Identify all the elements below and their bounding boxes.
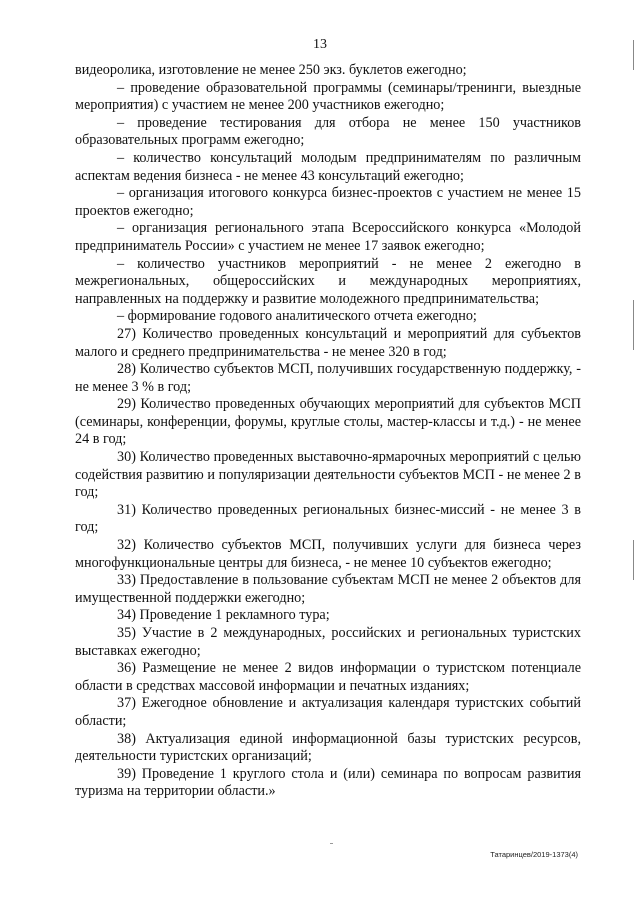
- paragraph: 31) Количество проведенных региональных бизнес-миссий - не менее 3 в год;: [75, 501, 581, 536]
- scan-artifact: [330, 843, 333, 844]
- document-body: [75, 62, 581, 801]
- paragraph: – количество консультаций молодым предпринимателям по различным аспектам ведения бизнеса - не менее 43 консультаций ежегодно;: [75, 149, 581, 184]
- paragraph: – количество участников мероприятий - не менее 2 ежегодно в межрегиональных, общероссийских и международных мероприятиях, направленных на поддержку и развитие молодежного предпринимательства;: [75, 255, 581, 307]
- scan-edge-mark: [633, 540, 634, 580]
- paragraph: 37) Ежегодное обновление и актуализация календаря туристских событий области;: [75, 695, 581, 729]
- paragraph: 39) Проведение 1 круглого стола и (или) семинара по вопросам развития туризма на территории области.»: [75, 765, 581, 800]
- paragraph: – организация регионального этапа Всероссийского конкурса «Молодой предприниматель России» с участием не менее 17 заявок ежегодно;: [75, 220, 581, 254]
- paragraph: 34) Проведение 1 рекламного тура;: [117, 607, 330, 624]
- paragraph: 29) Количество проведенных обучающих мероприятий для субъектов МСП (семинары, конференции, форумы, круглые столы, мастер-классы и т.д.) - не менее 24 в год;: [75, 396, 581, 448]
- page-number: 13: [313, 37, 327, 52]
- paragraph: 35) Участие в 2 международных, российских и региональных туристских выставках ежегодно;: [75, 625, 581, 659]
- paragraph: – проведение образовательной программы (семинары/тренинги, выездные мероприятия) с участием не менее 200 участников ежегодно;: [75, 79, 581, 114]
- document-footer-code: Татаринцев/2019-1373(4): [490, 850, 578, 859]
- paragraph: 30) Количество проведенных выставочно-ярмарочных мероприятий с целью содействия развитию и популяризации деятельности субъектов МСП - не менее 2 в год;: [75, 449, 581, 501]
- paragraph: – организация итогового конкурса бизнес-проектов с участием не менее 15 проектов ежегодно;: [75, 185, 581, 219]
- paragraph: 36) Размещение не менее 2 видов информации о туристском потенциале области в средствах массовой информации и печатных изданиях;: [75, 660, 581, 694]
- scan-edge-mark: [633, 40, 634, 70]
- paragraph: – проведение тестирования для отбора не менее 150 участников образовательных программ ежегодно;: [75, 114, 581, 149]
- paragraph: 33) Предоставление в пользование субъектам МСП не менее 2 объектов для имущественной поддержки ежегодно;: [75, 572, 581, 606]
- paragraph: 28) Количество субъектов МСП, получивших государственную поддержку, - не менее 3 % в год;: [75, 361, 581, 395]
- paragraph: видеоролика, изготовление не менее 250 экз. буклетов ежегодно;: [75, 62, 467, 78]
- paragraph: – формирование годового аналитического отчета ежегодно;: [117, 308, 477, 325]
- paragraph: 38) Актуализация единой информационной базы туристских ресурсов, деятельности туристских организаций;: [75, 730, 581, 765]
- paragraph: 32) Количество субъектов МСП, получивших услуги для бизнеса через многофункциональные центры для бизнеса, - не менее 10 субъектов ежегодно;: [75, 537, 581, 571]
- paragraph: 27) Количество проведенных консультаций и мероприятий для субъектов малого и среднего предпринимательства - не менее 320 в год;: [75, 325, 581, 360]
- scan-edge-mark: [633, 300, 634, 350]
